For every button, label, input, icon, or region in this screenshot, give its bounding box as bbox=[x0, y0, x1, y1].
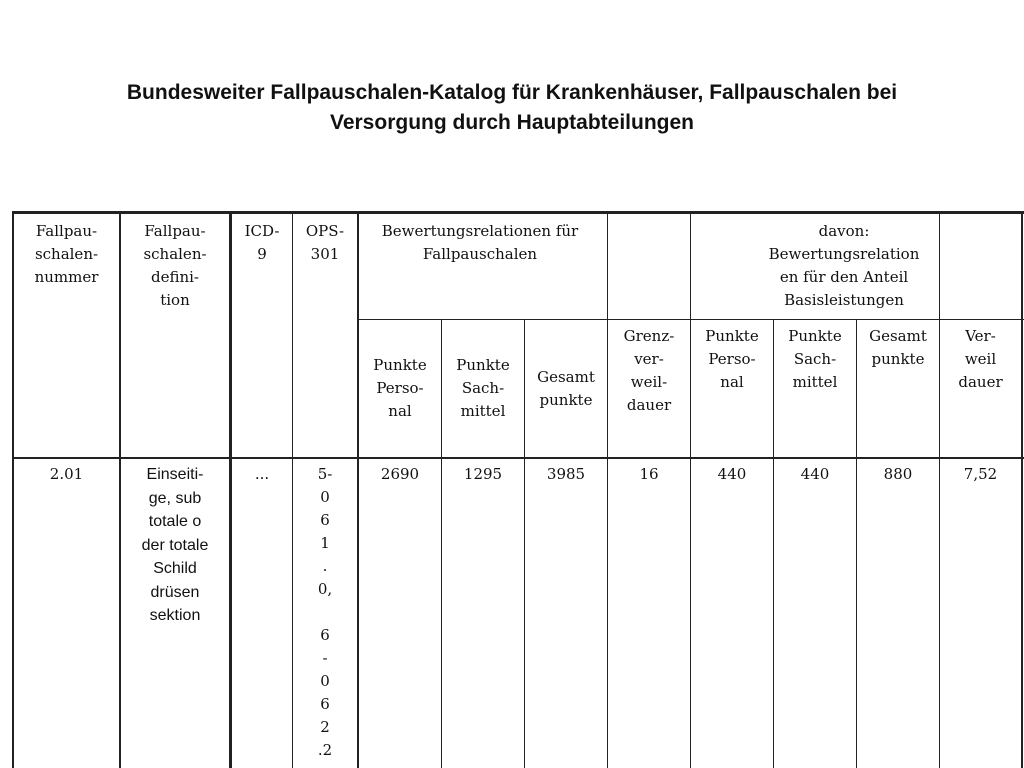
row-grenzverweildauer: 16 bbox=[639, 465, 659, 483]
row-verweildauer: 7,52 bbox=[963, 465, 998, 483]
header-punkte-sachmittel-2: Punkte Sach- mittel bbox=[788, 327, 842, 391]
row-definition: Einseiti- ge, sub totale o der totale Schild drüsen sektion bbox=[141, 466, 209, 624]
row-punkte-personal-2: 440 bbox=[717, 465, 747, 483]
row-ops301: 5- 0 6 1 . 0, 6 - 0 6 2 .2 bbox=[317, 465, 333, 759]
header-punkte-personal-1: Punkte Perso- nal bbox=[373, 356, 427, 420]
row-punkte-sachmittel-2: 440 bbox=[800, 465, 830, 483]
col-line-0 bbox=[12, 212, 14, 768]
row-punkte-personal-1: 2690 bbox=[380, 465, 420, 483]
row-icd9: ... bbox=[254, 465, 270, 483]
header-punkte-personal-2: Punkte Perso- nal bbox=[705, 327, 759, 391]
header-davon-group: davon: Bewertungsrelation en für den Anteil Basisleistungen bbox=[768, 222, 920, 309]
header-verweildauer: Ver- weil dauer bbox=[958, 327, 1003, 391]
header-ops301: OPS- 301 bbox=[305, 222, 345, 263]
col-line-11 bbox=[939, 212, 940, 768]
header-icd9: ICD- 9 bbox=[244, 222, 280, 263]
col-line-2 bbox=[229, 212, 232, 768]
page-title bbox=[0, 78, 1024, 138]
header-bewertungsrelationen-group: Bewertungsrelationen für Fallpauschalen bbox=[381, 222, 579, 263]
col-line-7 bbox=[607, 212, 608, 768]
row-gesamtpunkte-2: 880 bbox=[883, 465, 913, 483]
row-gesamtpunkte-1: 3985 bbox=[546, 465, 586, 483]
row-punkte-sachmittel-1: 1295 bbox=[463, 465, 503, 483]
header-gesamtpunkte-2: Gesamt punkte bbox=[869, 327, 927, 368]
header-body-divider bbox=[12, 457, 1024, 459]
header-fallpauschalen-nummer: Fallpau- schalen- nummer bbox=[34, 222, 99, 286]
col-line-4 bbox=[357, 212, 359, 768]
title-line-1: Bundesweiter Fallpauschalen-Katalog für Krankenhäuser, Fallpauschalen bei bbox=[126, 81, 898, 104]
col-line-10 bbox=[856, 319, 857, 768]
header-fallpauschalen-definition: Fallpau- schalen- defini- tion bbox=[143, 222, 207, 309]
header-punkte-sachmittel-1: Punkte Sach- mittel bbox=[456, 356, 510, 420]
header-grenzverweildauer: Grenz- ver- weil- dauer bbox=[623, 327, 675, 414]
table-top-border bbox=[12, 211, 1024, 214]
header-gesamtpunkte-1: Gesamt punkte bbox=[537, 368, 595, 409]
row-nummer: 2.01 bbox=[49, 465, 84, 483]
title-line-2: Versorgung durch Hauptabteilungen bbox=[329, 111, 695, 134]
col-line-12 bbox=[1021, 212, 1023, 768]
